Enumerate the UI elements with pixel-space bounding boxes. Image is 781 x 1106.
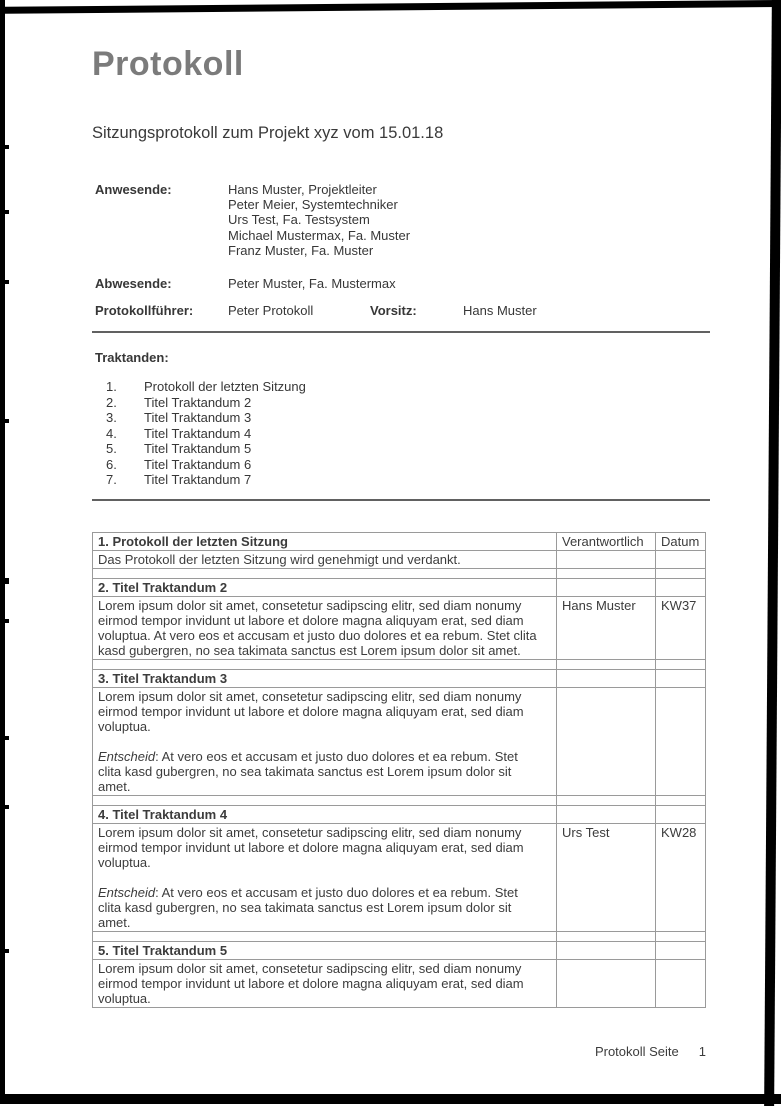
section-title: 2. Titel Traktandum 2: [93, 579, 557, 597]
datum-cell: KW37: [656, 597, 706, 660]
item-number: 2.: [106, 394, 117, 410]
section-body: Lorem ipsum dolor sit amet, consetetur sadipscing elitr, sed diam nonumy eirmod tempor invidunt ut labore et dolore magna aliquyam erat, sed diam voluptua. Entscheid: At vero eos et accusam et justo duo dolores et ea rebum. Stet clita kasd gubergren, no sea takimata sanctus est Lorem ipsum dolor sit amet.: [93, 824, 557, 932]
section-title: 5. Titel Traktandum 5: [93, 942, 557, 960]
section-body: Lorem ipsum dolor sit amet, consetetur sadipscing elitr, sed diam nonumy eirmod tempor invidunt ut labore et dolore magna aliquyam erat, sed diam voluptua.: [93, 960, 557, 1008]
item-text: Titel Traktandum 7: [144, 472, 252, 487]
table-row: [93, 960, 706, 1008]
abwesende-value: Peter Muster, Fa. Mustermax: [228, 276, 396, 291]
item-number: 1.: [106, 379, 117, 394]
page-title: Protokoll: [92, 45, 244, 83]
scan-artifact: [5, 805, 9, 809]
item-text: Titel Traktandum 4: [144, 425, 252, 441]
item-number: 6.: [106, 456, 117, 472]
item-number: 7.: [106, 472, 117, 487]
divider-bottom: [92, 499, 710, 501]
verantwortlich-cell: [557, 688, 656, 796]
footer-page-number: 1: [698, 1044, 706, 1059]
item-text: Titel Traktandum 6: [144, 456, 252, 472]
scan-frame-left: [0, 0, 5, 1104]
column-header-datum: Datum: [656, 533, 706, 551]
table-row: [93, 670, 706, 688]
traktanden-item: [0, 426, 306, 442]
vorsitz-label: Vorsitz:: [370, 303, 417, 318]
table-row: [93, 806, 706, 824]
separator-row: [93, 796, 706, 806]
table-row: [93, 579, 706, 597]
entscheid-label: Entscheid: [98, 749, 156, 764]
agenda-table: [92, 532, 706, 1008]
scan-artifact: [5, 210, 9, 214]
separator-row: [93, 660, 706, 670]
entscheid-line: Entscheid: At vero eos et accusam et justo duo dolores et ea rebum. Stet: [98, 885, 518, 900]
table-row: [93, 551, 706, 569]
vorsitz-value: Hans Muster: [463, 303, 537, 318]
divider-top: [92, 331, 710, 333]
scan-artifact: [5, 619, 9, 623]
column-header-verantwortlich: Verantwortlich: [557, 533, 656, 551]
traktanden-label: Traktanden:: [95, 350, 169, 365]
item-number: 4.: [106, 425, 117, 441]
datum-cell: [656, 688, 706, 796]
traktanden-item: [0, 441, 306, 457]
datum-cell: [656, 960, 706, 1008]
entscheid-label: Entscheid: [98, 885, 156, 900]
scan-frame-bottom: [0, 1094, 781, 1104]
verantwortlich-cell: [557, 960, 656, 1008]
item-text: Titel Traktandum 2: [144, 394, 252, 410]
item-number: 5.: [106, 441, 117, 456]
verantwortlich-cell: Urs Test: [557, 824, 656, 932]
section-body: Lorem ipsum dolor sit amet, consetetur sadipscing elitr, sed diam nonumy eirmod tempor invidunt ut labore et dolore magna aliquyam erat, sed diam voluptua. Entscheid: At vero eos et accusam et justo duo dolores et ea rebum. Stet clita kasd gubergren, no sea takimata sanctus est Lorem ipsum dolor sit amet.: [93, 688, 557, 796]
scan-artifact: [5, 145, 9, 149]
entscheid-line: Entscheid: At vero eos et accusam et justo duo dolores et ea rebum. Stet: [98, 749, 518, 764]
verantwortlich-cell: [557, 551, 656, 569]
section-body: Das Protokoll der letzten Sitzung wird genehmigt und verdankt.: [93, 551, 557, 569]
protokollfuehrer-label: Protokollführer:: [95, 303, 194, 318]
item-number: 3.: [106, 410, 117, 425]
datum-cell: KW28: [656, 824, 706, 932]
scan-artifact: [5, 949, 9, 953]
traktanden-item: [0, 410, 306, 426]
traktanden-list: [0, 379, 306, 488]
separator-row: [93, 932, 706, 942]
anwesende-label: Anwesende:: [95, 182, 172, 197]
page-subtitle: Sitzungsprotokoll zum Projekt xyz vom 15.01.18: [92, 124, 444, 142]
datum-cell: [656, 551, 706, 569]
page-footer: [595, 1044, 706, 1059]
traktanden-item: [0, 457, 306, 473]
traktanden-item: [0, 395, 306, 411]
footer-label: Protokoll Seite: [594, 1044, 679, 1059]
section-title: 3. Titel Traktandum 3: [93, 670, 557, 688]
section-body: Lorem ipsum dolor sit amet, consetetur sadipscing elitr, sed diam nonumy eirmod tempor invidunt ut labore et dolore magna aliquyam erat, sed diam voluptua. At vero eos et accusam et justo duo dolores et ea rebum. Stet clita kasd gubergren, no sea takimata sanctus est Lorem ipsum dolor sit amet.: [93, 597, 557, 660]
item-text: Titel Traktandum 5: [144, 441, 252, 456]
table-row: [93, 824, 706, 932]
scan-frame-right: [764, 0, 781, 1106]
section-title: 4. Titel Traktandum 4: [93, 806, 557, 824]
separator-row: [93, 569, 706, 579]
scan-frame-top: [4, 0, 780, 14]
section-title: 1. Protokoll der letzten Sitzung: [93, 533, 557, 551]
table-row: [93, 597, 706, 660]
table-row: [93, 533, 706, 551]
verantwortlich-cell: Hans Muster: [557, 597, 656, 660]
protokollfuehrer-value: Peter Protokoll: [228, 303, 314, 318]
traktanden-item: [0, 379, 306, 395]
table-row: [93, 688, 706, 796]
traktanden-item: [0, 472, 306, 488]
anwesende-values: Hans Muster, Projektleiter Peter Meier, Systemtechniker Urs Test, Fa. Testsystem Michael Mustermax, Fa. Muster Franz Muster, Fa. Muster: [228, 182, 411, 258]
abwesende-label: Abwesende:: [95, 276, 172, 291]
item-text: Protokoll der letzten Sitzung: [144, 379, 306, 394]
scan-artifact: [5, 578, 9, 584]
scan-artifact: [5, 736, 9, 740]
item-text: Titel Traktandum 3: [144, 410, 252, 425]
scan-artifact: [5, 280, 9, 284]
table-row: [93, 942, 706, 960]
